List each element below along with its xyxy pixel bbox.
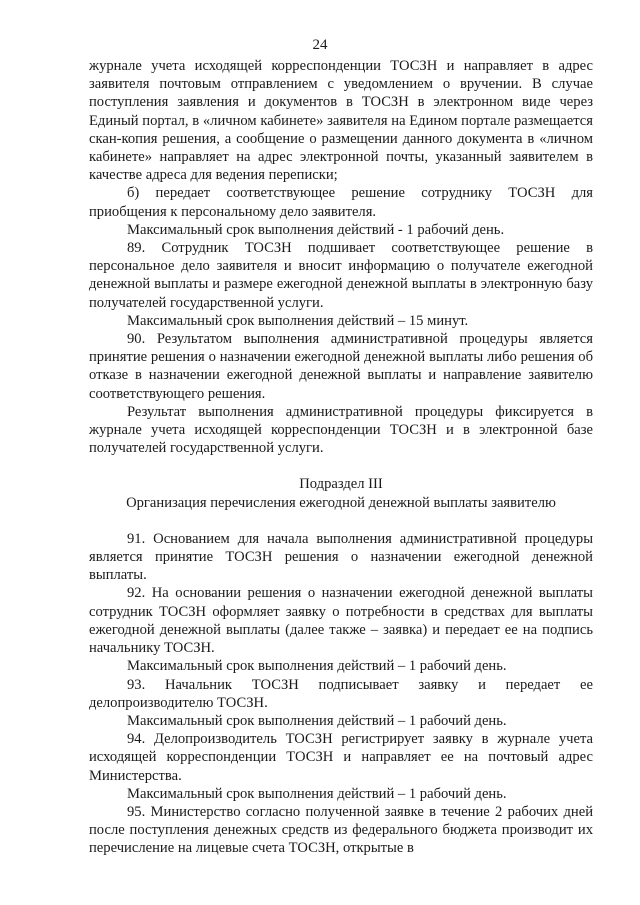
page-number: 24	[312, 37, 328, 53]
body-paragraph: 94. Делопроизводитель ТОСЗН регистрирует заявку в журнале учета исходящей корреспонденции ТОСЗН и направляет ее на почтовый адрес Министерства.	[89, 731, 593, 784]
body-paragraph: 90. Результатом выполнения административной процедуры является принятие решения о назначении ежегодной денежной выплаты либо решения об отказе в назначении ежегодной денежной выплаты и направление заявителю соответствующего решения.	[89, 331, 593, 402]
body-paragraph: Максимальный срок выполнения действий – 1 рабочий день.	[127, 658, 507, 675]
body-paragraph: журнале учета исходящей корреспонденции ТОСЗН и направляет в адрес заявителя почтовым отправлением с уведомлением о вручении. В случае поступления заявления и документов в ТОСЗН в электронном виде через Единый портал, в «личном кабинете» заявителя на Едином портале размещается скан-копия решения, а сообщение о размещении данного документа в «личном кабинете» направляет на адрес электронной почты, указанный заявителем в качестве адреса для ведения переписки;	[89, 58, 593, 184]
body-paragraph: 95. Министерство согласно полученной заявке в течение 2 рабочих дней после поступления денежных средств из федерального бюджета производит их перечисление на лицевые счета ТОСЗН, открытые в	[89, 803, 593, 857]
body-paragraph: Максимальный срок выполнения действий - 1 рабочий день.	[127, 221, 505, 238]
body-paragraph: Максимальный срок выполнения действий – 1 рабочий день.	[127, 712, 507, 729]
body-paragraph: 91. Основанием для начала выполнения административной процедуры является принятие ТОСЗН решения о назначении ежегодной денежной выплаты.	[89, 530, 593, 584]
body-paragraph: 93. Начальник ТОСЗН подписывает заявку и передает ее делопроизводителю ТОСЗН.	[89, 676, 593, 711]
subsection-title: Организация перечисления ежегодной денежной выплаты заявителю	[126, 494, 556, 511]
paragraphs-after-subsection	[89, 530, 593, 858]
body-paragraph: Максимальный срок выполнения действий – 15 минут.	[127, 312, 469, 329]
body-paragraph: 92. На основании решения о назначении ежегодной денежной выплаты сотрудник ТОСЗН оформляет заявку о потребности в средствах для выплаты ежегодной денежной выплаты (далее также – заявка) и передает ее на подпись начальнику ТОСЗН.	[89, 585, 593, 657]
body-paragraph: 89. Сотрудник ТОСЗН подшивает соответствующее решение в персональное дело заявителя и вносит информацию о получателе ежегодной денежной выплаты и размере ежегодной денежной выплаты в электронную базу получателей государственной услуги.	[89, 240, 593, 311]
body-paragraph: Результат выполнения административной процедуры фиксируется в журнале учета исходящей корреспонденции ТОСЗН и в электронной базе получателей государственной услуги.	[89, 403, 593, 457]
subsection-heading	[89, 475, 593, 511]
page-body	[89, 57, 593, 858]
body-paragraph: б) передает соответствующее решение сотруднику ТОСЗН для приобщения к персональному дело заявителя.	[89, 185, 593, 220]
paragraphs-before-subsection	[89, 57, 593, 457]
subsection-label: Подраздел III	[299, 476, 383, 493]
body-paragraph: Максимальный срок выполнения действий – 1 рабочий день.	[127, 785, 507, 802]
